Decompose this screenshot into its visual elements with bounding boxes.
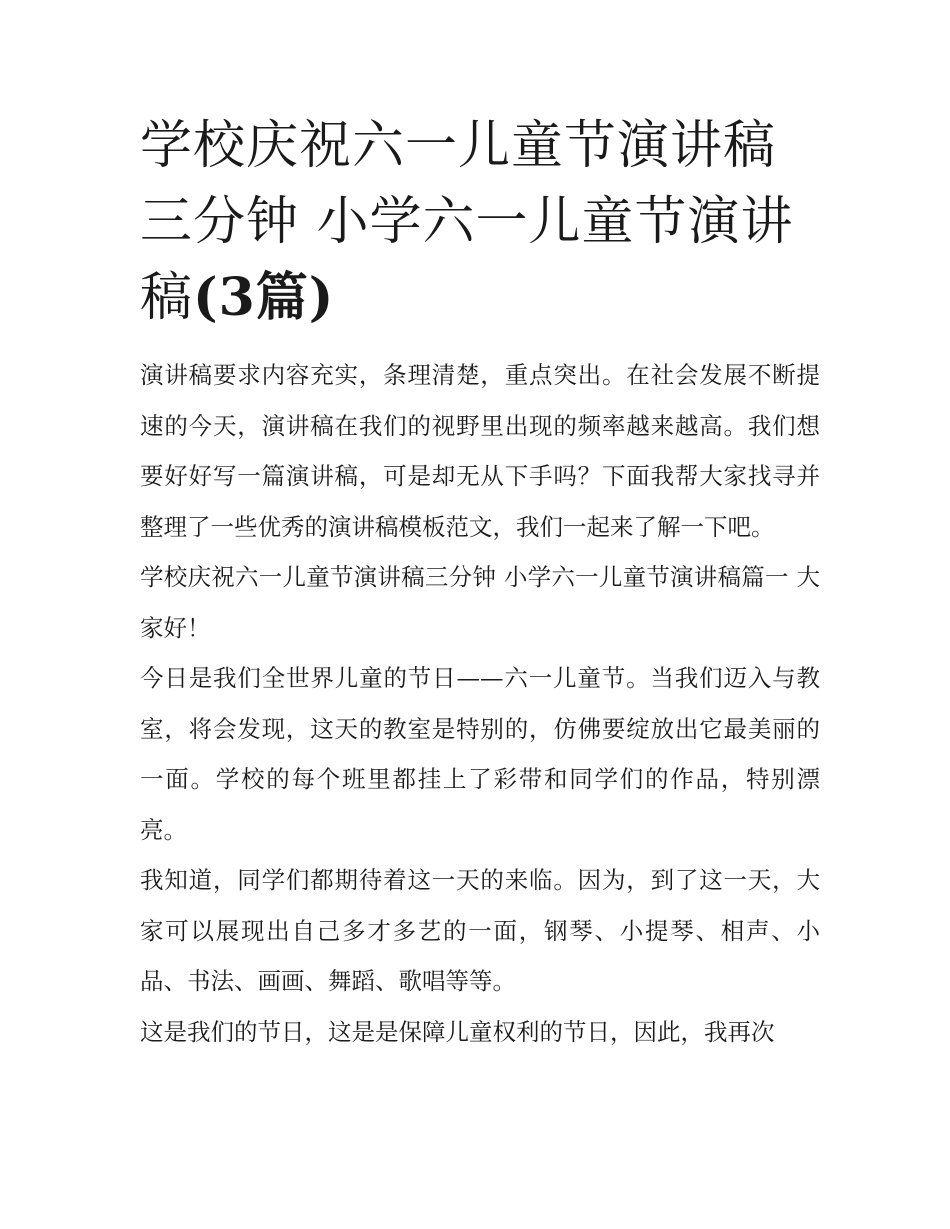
document-page: [140, 108, 820, 1057]
body-paragraph: 今日是我们全世界儿童的节日——六一儿童节。当我们迈入与教室，将会发现，这天的教室是特别的，仿佛要绽放出它最美丽的一面。学校的每个班里都挂上了彩带和同学们的作品，特别漂亮。: [140, 664, 820, 844]
title-count-text: (3篇): [193, 267, 335, 328]
title-main-text: 学校庆祝六一儿童节演讲稿三分钟 小学六一儿童节演讲稿: [140, 116, 794, 328]
body-paragraph: 这是我们的节日，这是是保障儿童权利的节日，因此，我再次: [140, 1017, 775, 1046]
document-title: [140, 108, 820, 336]
section-heading-paragraph: 学校庆祝六一儿童节演讲稿三分钟 小学六一儿童节演讲稿篇一 大家好！: [140, 563, 820, 642]
intro-paragraph: 演讲稿要求内容充实，条理清楚，重点突出。在社会发展不断提速的今天，演讲稿在我们的视野里出现的频率越来越高。我们想要好好写一篇演讲稿，可是却无从下手吗？下面我帮大家找寻并整理了一些优秀的演讲稿模板范文，我们一起来了解一下吧。: [140, 361, 820, 541]
body-paragraph: 我知道，同学们都期待着这一天的来临。因为，到了这一天，大家可以展现出自己多才多艺的一面，钢琴、小提琴、相声、小品、书法、画画、舞蹈、歌唱等等。: [140, 866, 820, 995]
